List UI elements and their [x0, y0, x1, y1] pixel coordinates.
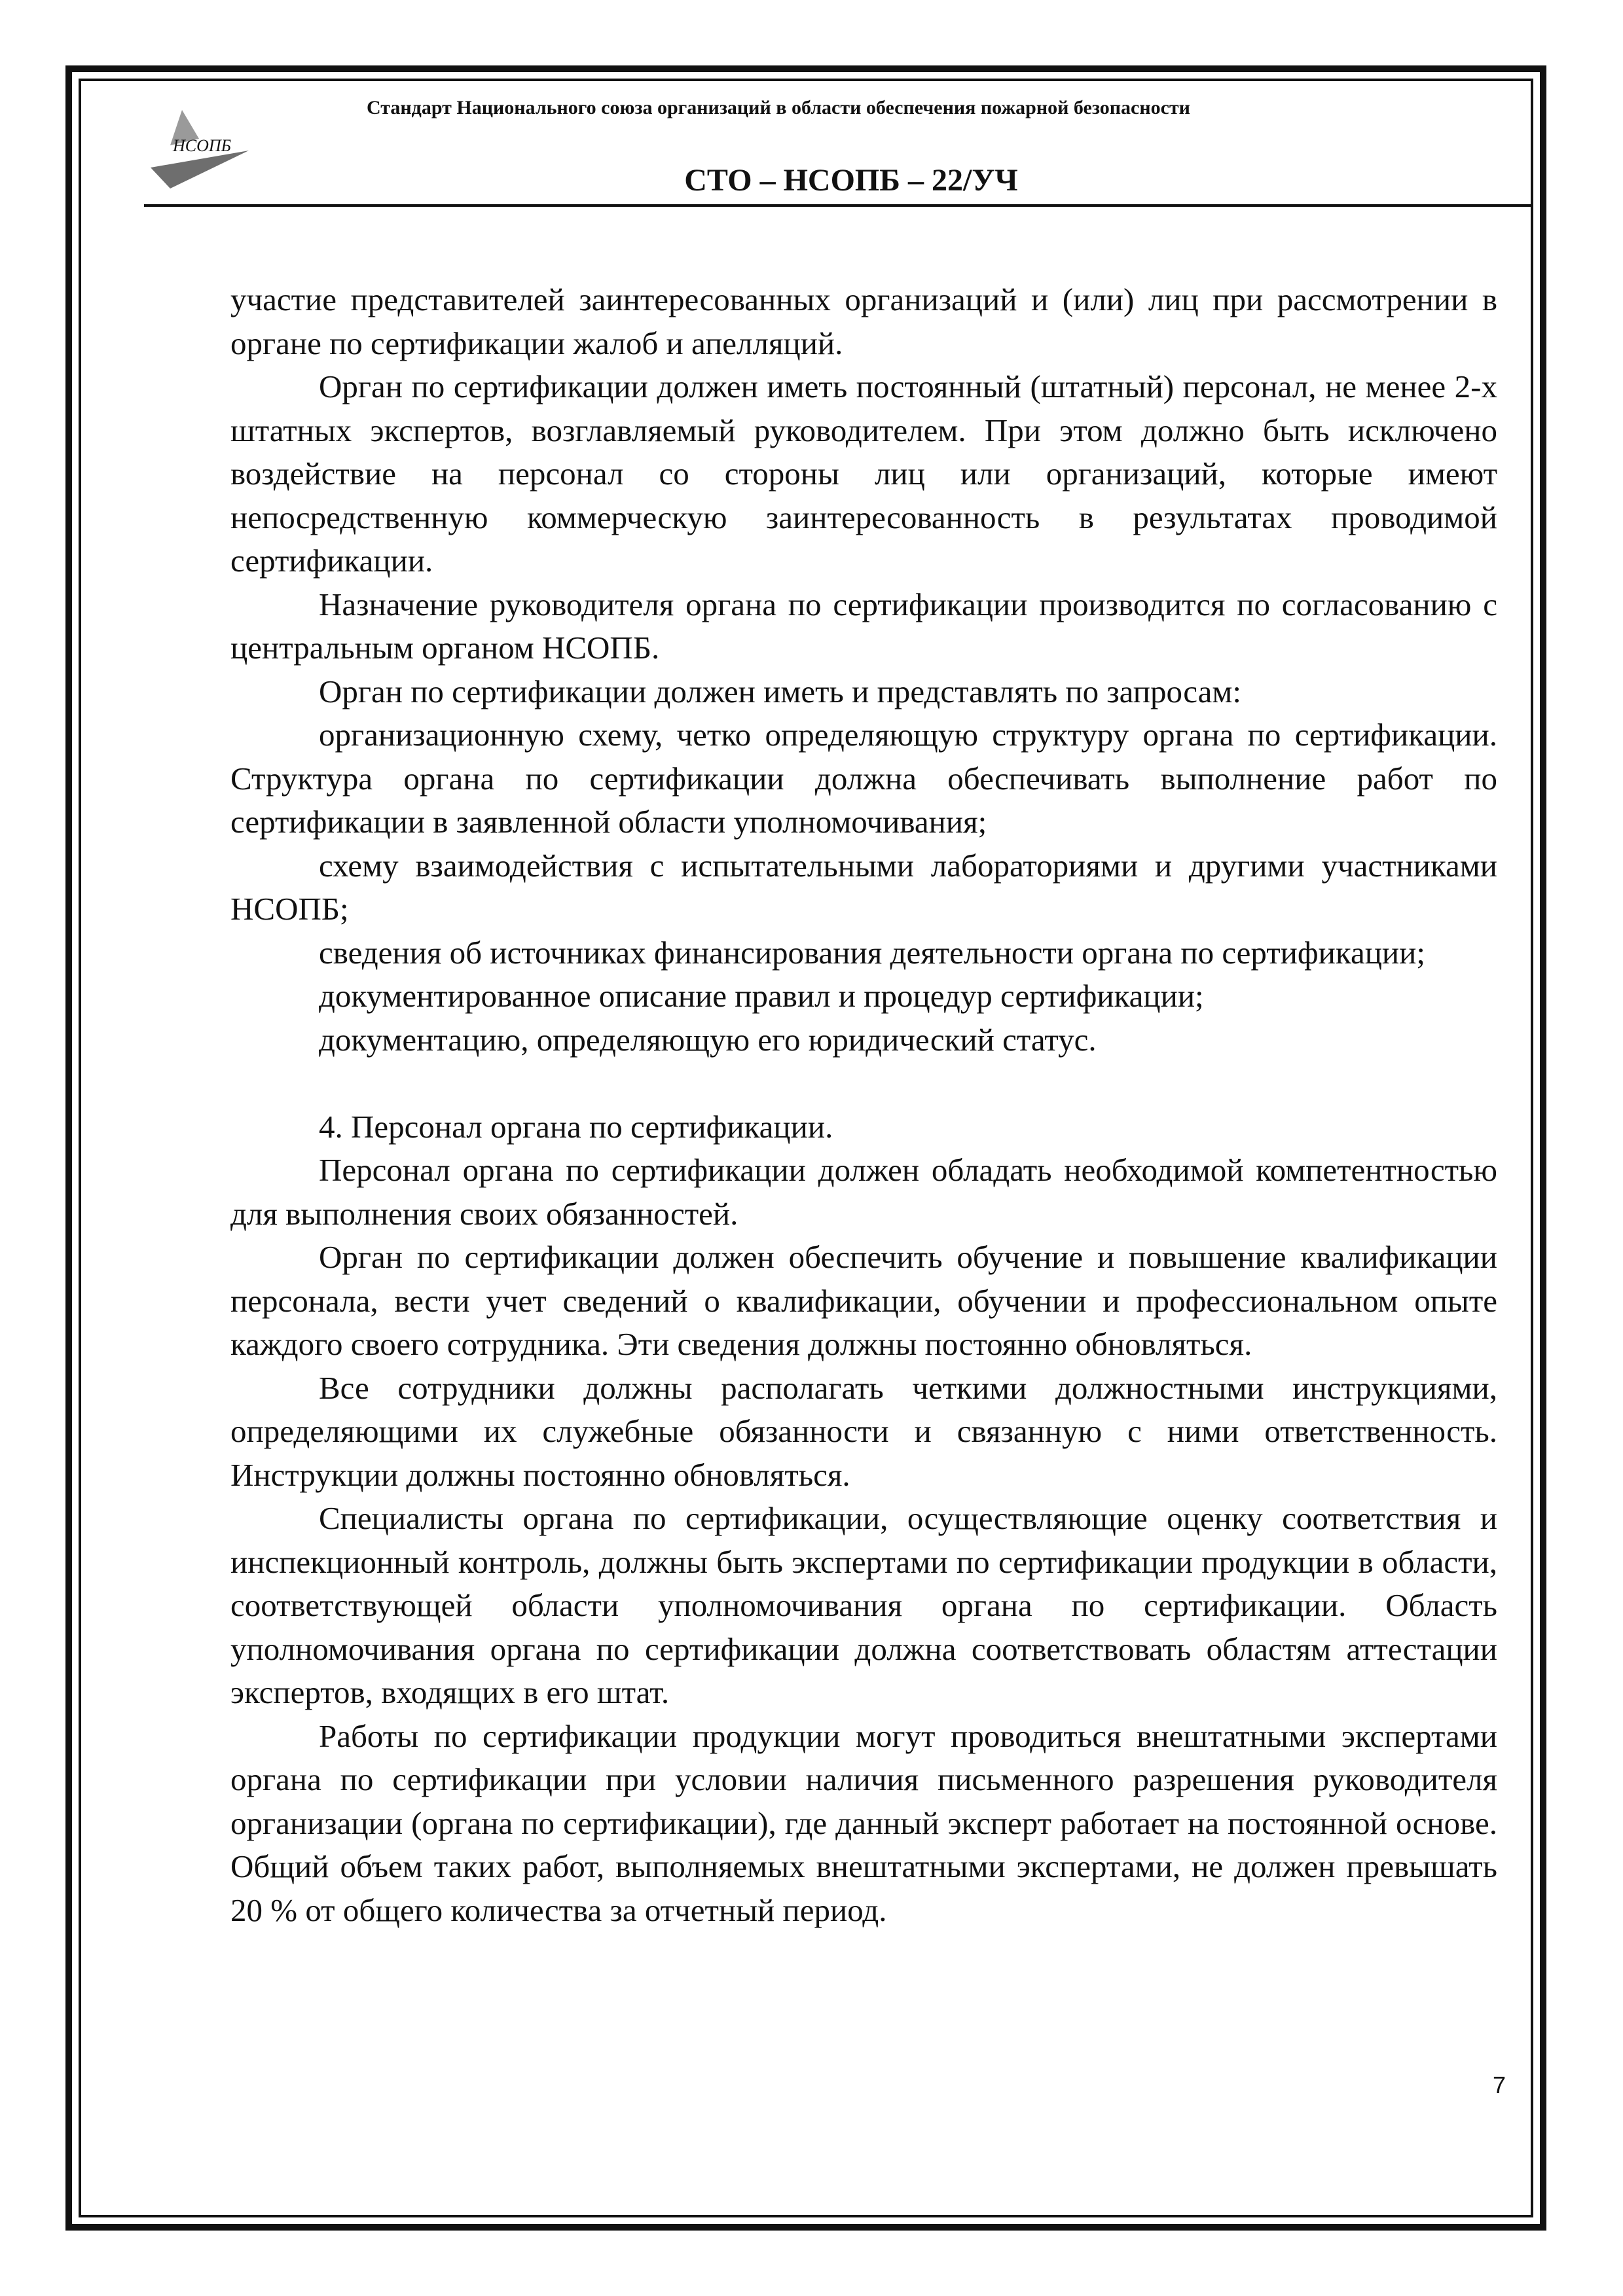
paragraph: Орган по сертификации должен иметь и представлять по запросам: — [319, 673, 1241, 709]
list-item: схему взаимодействия с испытательными лабораториями и другими участниками НСОПБ; — [230, 847, 1497, 927]
list-item: документированное описание правил и процедур сертификации; — [319, 978, 1204, 1014]
paragraph: Назначение руководителя органа по сертификации производится по согласованию с центральным органом НСОПБ. — [230, 586, 1497, 666]
logo-text: НСОПБ — [173, 136, 232, 155]
list-item: организационную схему, четко определяющую структуру органа по сертификации. Структура органа по сертификации должна обеспечивать выполнение работ по сертификации в заявленной области уполномочивания; — [230, 717, 1497, 840]
nsopb-logo-icon — [151, 105, 255, 190]
list-item: документацию, определяющую его юридический статус. — [319, 1021, 1097, 1058]
document-code: СТО – НСОПБ – 22/УЧ — [684, 163, 1018, 198]
document-body — [230, 278, 1497, 1932]
logo-lower-shape — [151, 151, 249, 188]
paragraph: Работы по сертификации продукции могут проводиться внештатными экспертами органа по сертификации при условии наличия письменного разрешения руководителя организации (органа по сертификации), где данный эксперт работает на постоянной основе. Общий объем таких работ, выполняемых внештатными экспертами, не должен превышать 20 % от общего количества за отчетный период. — [230, 1717, 1497, 1928]
section-heading: 4. Персонал органа по сертификации. — [319, 1108, 833, 1145]
paragraph: Персонал органа по сертификации должен обладать необходимой компетентностью для выполнения своих обязанностей. — [230, 1152, 1497, 1232]
organization-title: Стандарт Национального союза организаций в области обеспечения пожарной безопасности — [367, 97, 1190, 118]
header-divider — [144, 204, 1532, 207]
list-item: сведения об источниках финансирования деятельности органа по сертификации; — [319, 934, 1425, 971]
paragraph: участие представителей заинтересованных организаций и (или) лиц при рассмотрении в органе по сертификации жалоб и апелляций. — [230, 281, 1497, 361]
page-number: 7 — [1492, 2072, 1506, 2098]
paragraph: Специалисты органа по сертификации, осуществляющие оценку соответствия и инспекционный контроль, должны быть экспертами по сертификации продукции в области, соответствующей области уполномочивания органа по сертификации. Область уполномочивания органа по сертификации должна соответствовать областям аттестации экспертов, входящих в его штат. — [230, 1500, 1497, 1710]
paragraph: Все сотрудники должны располагать четкими должностными инструкциями, определяющими их служебные обязанности и связанную с ними ответственность. Инструкции должны постоянно обновляться. — [230, 1369, 1497, 1493]
paragraph: Орган по сертификации должен обеспечить обучение и повышение квалификации персонала, вести учет сведений о квалификации, обучении и профессиональном опыте каждого своего сотрудника. Эти сведения должны постоянно обновляться. — [230, 1239, 1497, 1362]
paragraph: Орган по сертификации должен иметь постоянный (штатный) персонал, не менее 2-х штатных экспертов, возглавляемый руководителем. При этом должно быть исключено воздействие на персонал со стороны лиц или организаций, которые имеют непосредственную коммерческую заинтересованность в результатах проводимой сертификации. — [230, 368, 1497, 579]
